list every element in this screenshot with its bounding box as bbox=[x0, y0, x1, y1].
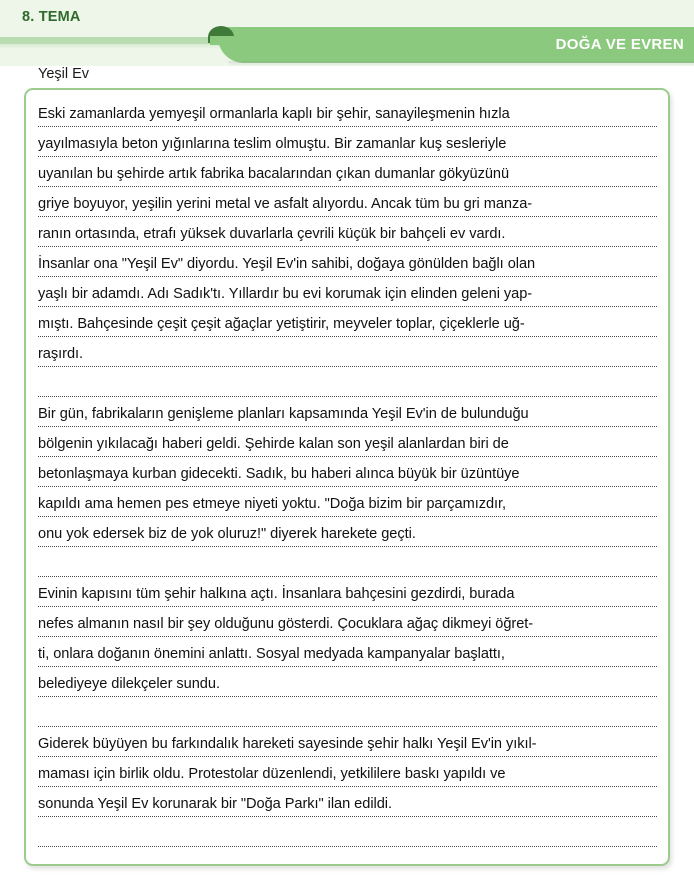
ruled-line[interactable] bbox=[38, 427, 657, 457]
ruled-line[interactable] bbox=[38, 667, 657, 697]
ruled-line[interactable] bbox=[38, 247, 657, 277]
ruled-line[interactable] bbox=[38, 277, 657, 307]
ruled-line-text: belediyeye dilekçeler sundu. bbox=[38, 676, 220, 692]
ruled-line[interactable] bbox=[38, 847, 657, 866]
ruled-line[interactable] bbox=[38, 307, 657, 337]
ruled-line-text: betonlaşmaya kurban gidecekti. Sadık, bu haberi alınca büyük bir üzüntüye bbox=[38, 466, 520, 482]
ruled-line-text: İnsanlar ona "Yeşil Ev" diyordu. Yeşil Ev'in sahibi, doğaya gönülden bağlı olan bbox=[38, 256, 536, 272]
ruled-line[interactable] bbox=[38, 817, 657, 847]
ruled-line[interactable] bbox=[38, 97, 657, 127]
ruled-line[interactable] bbox=[38, 697, 657, 727]
ruled-line[interactable] bbox=[38, 127, 657, 157]
ruled-line[interactable] bbox=[38, 187, 657, 217]
ruled-line[interactable] bbox=[38, 727, 657, 757]
ruled-line-text: uyanılan bu şehirde artık fabrika bacalarından çıkan dumanlar gökyüzünü bbox=[38, 166, 510, 182]
ruled-line[interactable] bbox=[38, 457, 657, 487]
ruled-line-text: Evinin kapısını tüm şehir halkına açtı. İnsanlara bahçesini gezdirdi, burada bbox=[38, 586, 515, 602]
ruled-line[interactable] bbox=[38, 487, 657, 517]
ruled-line[interactable] bbox=[38, 517, 657, 547]
ruled-line[interactable] bbox=[38, 637, 657, 667]
ruled-line[interactable] bbox=[38, 397, 657, 427]
ruled-line[interactable] bbox=[38, 337, 657, 367]
ruled-line-text: kapıldı ama hemen pes etmeye niyeti yoktu. "Doğa bizim bir parçamızdır, bbox=[38, 496, 507, 512]
ruled-line[interactable] bbox=[38, 367, 657, 397]
theme-label: 8. TEMA bbox=[22, 9, 81, 25]
ruled-line-text: griye boyuyor, yeşilin yerini metal ve asfalt alıyordu. Ancak tüm bu gri manza- bbox=[38, 196, 533, 212]
writing-box[interactable] bbox=[24, 88, 670, 866]
ruled-line-text: ranın ortasında, etrafı yüksek duvarlarla çevrili küçük bir bahçeli ev vardı. bbox=[38, 226, 506, 242]
ruled-line-text: yayılmasıyla beton yığınlarına teslim olmuştu. Bir zamanlar kuş sesleriyle bbox=[38, 136, 507, 152]
ruled-line[interactable] bbox=[38, 607, 657, 637]
ruled-line[interactable] bbox=[38, 217, 657, 247]
page-header bbox=[0, 0, 694, 66]
ruled-line-text: Giderek büyüyen bu farkındalık hareketi sayesinde şehir halkı Yeşil Ev'in yıkıl- bbox=[38, 736, 537, 752]
ruled-line[interactable] bbox=[38, 157, 657, 187]
ruled-line-text: raşırdı. bbox=[38, 346, 84, 362]
ruled-line-text: bölgenin yıkılacağı haberi geldi. Şehirde kalan son yeşil alanlardan biri de bbox=[38, 436, 509, 452]
ruled-line[interactable] bbox=[38, 577, 657, 607]
header-banner-shadow bbox=[228, 61, 694, 66]
ruled-line-text: Eski zamanlarda yemyeşil ormanlarla kaplı bir şehir, sanayileşmenin hızla bbox=[38, 106, 510, 122]
ruled-line-text: Bir gün, fabrikaların genişleme planları kapsamında Yeşil Ev'in de bulunduğu bbox=[38, 406, 529, 422]
banner-fold-cover bbox=[210, 36, 234, 45]
passage-title: Yeşil Ev bbox=[38, 66, 90, 82]
ruled-lines-area bbox=[26, 90, 668, 866]
ruled-line[interactable] bbox=[38, 547, 657, 577]
ruled-line[interactable] bbox=[38, 757, 657, 787]
ruled-line[interactable] bbox=[38, 787, 657, 817]
ruled-line-text: yaşlı bir adamdı. Adı Sadık'tı. Yıllardır bu evi korumak için elinden geleni yap- bbox=[38, 286, 533, 302]
ruled-line-text: maması için birlik oldu. Protestolar düzenlendi, yetkililere baskı yapıldı ve bbox=[38, 766, 506, 782]
ruled-line-text: nefes almanın nasıl bir şey olduğunu gösterdi. Çocuklara ağaç dikmeyi öğret- bbox=[38, 616, 534, 632]
banner-title: DOĞA VE EVREN bbox=[555, 36, 684, 53]
ruled-line-text: onu yok edersek biz de yok oluruz!" diyerek harekete geçti. bbox=[38, 526, 416, 542]
ruled-line-text: mıştı. Bahçesinde çeşit çeşit ağaçlar yetiştirir, meyveler toplar, çiçeklerle uğ- bbox=[38, 316, 525, 332]
ruled-line-text: ti, onlara doğanın önemini anlattı. Sosyal medyada kampanyalar başlattı, bbox=[38, 646, 505, 662]
ruled-line-text: sonunda Yeşil Ev korunarak bir "Doğa Parkı" ilan edildi. bbox=[38, 796, 392, 812]
